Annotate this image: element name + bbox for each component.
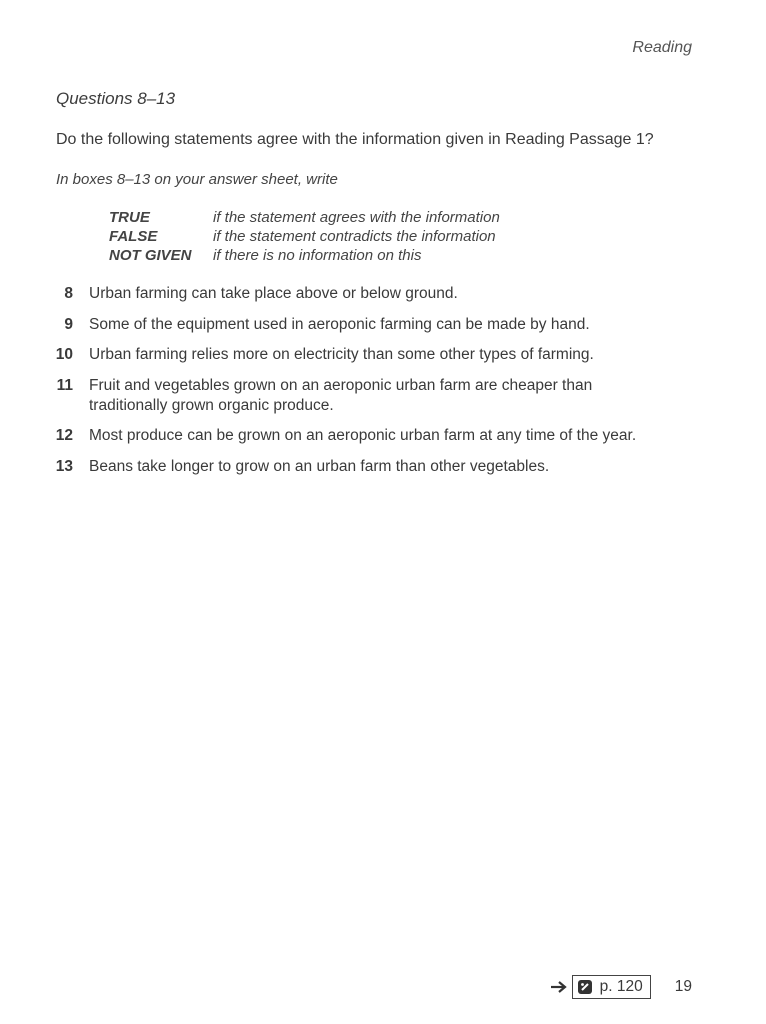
question-item (40, 345, 730, 365)
key-row-not-given (109, 246, 500, 265)
sub-instruction-text: In boxes 8–13 on your answer sheet, write (56, 171, 338, 188)
key-term: FALSE (109, 228, 158, 245)
page-number: 19 (674, 978, 692, 995)
page-reference-text: p. 120 (599, 978, 643, 995)
key-definition: if the statement contradicts the information (213, 228, 496, 245)
question-text: Urban farming can take place above or below ground. (89, 285, 458, 302)
question-list (40, 284, 730, 487)
question-number: 11 (56, 376, 73, 394)
answer-key-table (109, 208, 500, 265)
key-definition: if the statement agrees with the information (213, 209, 500, 226)
question-number: 12 (55, 427, 73, 444)
question-text: Beans take longer to grow on an urban farm than other vegetables. (89, 457, 550, 475)
question-number: 8 (64, 285, 73, 302)
key-row-false (109, 227, 500, 246)
question-text: Fruit and vegetables grown on an aeroponic urban farm are cheaper than traditionally grown organic produce. (89, 376, 593, 414)
page-footer (550, 975, 692, 999)
section-title: Questions 8–13 (56, 89, 176, 108)
question-text: Some of the equipment used in aeroponic farming can be made by hand. (89, 315, 590, 333)
question-number: 9 (64, 315, 73, 333)
instruction-text: Do the following statements agree with the information given in Reading Passage 1? (56, 131, 654, 148)
key-row-true (109, 208, 500, 227)
key-definition: if there is no information on this (213, 247, 422, 264)
arrow-right-icon (550, 980, 568, 994)
tip-icon (578, 980, 592, 994)
key-term: NOT GIVEN (109, 247, 192, 264)
question-text: Most produce can be grown on an aeroponic urban farm at any time of the year. (89, 427, 637, 444)
question-number: 13 (55, 457, 73, 475)
page-reference-box[interactable] (572, 975, 651, 999)
question-item (40, 376, 730, 416)
running-header: Reading (632, 39, 692, 56)
key-term: TRUE (109, 209, 150, 226)
question-item (40, 457, 730, 477)
question-number: 10 (55, 346, 73, 363)
question-item (40, 315, 730, 335)
question-item (40, 426, 730, 446)
question-item (40, 284, 730, 304)
question-text: Urban farming relies more on electricity than some other types of farming. (89, 346, 594, 363)
